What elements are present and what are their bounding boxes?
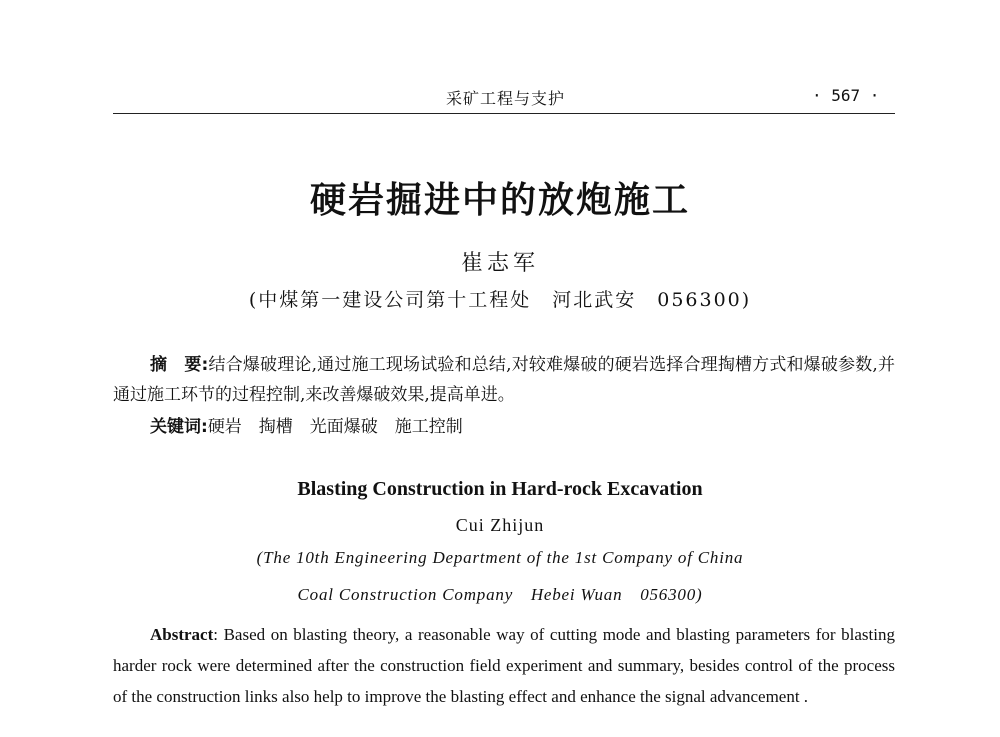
abstract-cn-text: 结合爆破理论,通过施工现场试验和总结,对较难爆破的硬岩选择合理掏槽方式和爆破参数,并通过施工环节的过程控制,来改善爆破效果,提高单进。 (113, 355, 895, 405)
abstract-en (113, 619, 895, 712)
author-en: Cui Zhijun (455, 515, 545, 535)
abstract-en-label: Abstract (150, 625, 214, 644)
keywords-cn-label: 关键词: (150, 417, 208, 437)
paper-title-cn: 硬岩掘进中的放炮施工 (309, 180, 690, 221)
page-number: · 567 · (812, 86, 880, 105)
paper-title-en: Blasting Construction in Hard-rock Excavation (297, 478, 703, 500)
affiliation-en-line2: Coal Construction Company Hebei Wuan 056300) (297, 585, 703, 604)
keywords-cn-text: 硬岩 掏槽 光面爆破 施工控制 (207, 417, 463, 437)
affiliation-en-line1: (The 10th Engineering Department of the 1st Company of China (256, 548, 744, 567)
author-cn: 崔志军 (460, 251, 539, 276)
journal-section-header: 采矿工程与支护 (446, 89, 566, 108)
affiliation-cn: (中煤第一建设公司第十工程处 河北武安 056300) (248, 289, 752, 311)
abstract-cn-label: 摘 要: (150, 355, 209, 375)
abstract-en-text: : Based on blasting theory, a reasonable way of cutting mode and blasting parameters for blasting harder rock were determined after the construction field experiment and summary, besides control of the process of the construction links also help to improve the blasting effect and enhance the signal advancement . (113, 625, 895, 706)
header-rule (113, 113, 895, 114)
keywords-cn (150, 412, 463, 437)
abstract-cn (113, 350, 895, 410)
